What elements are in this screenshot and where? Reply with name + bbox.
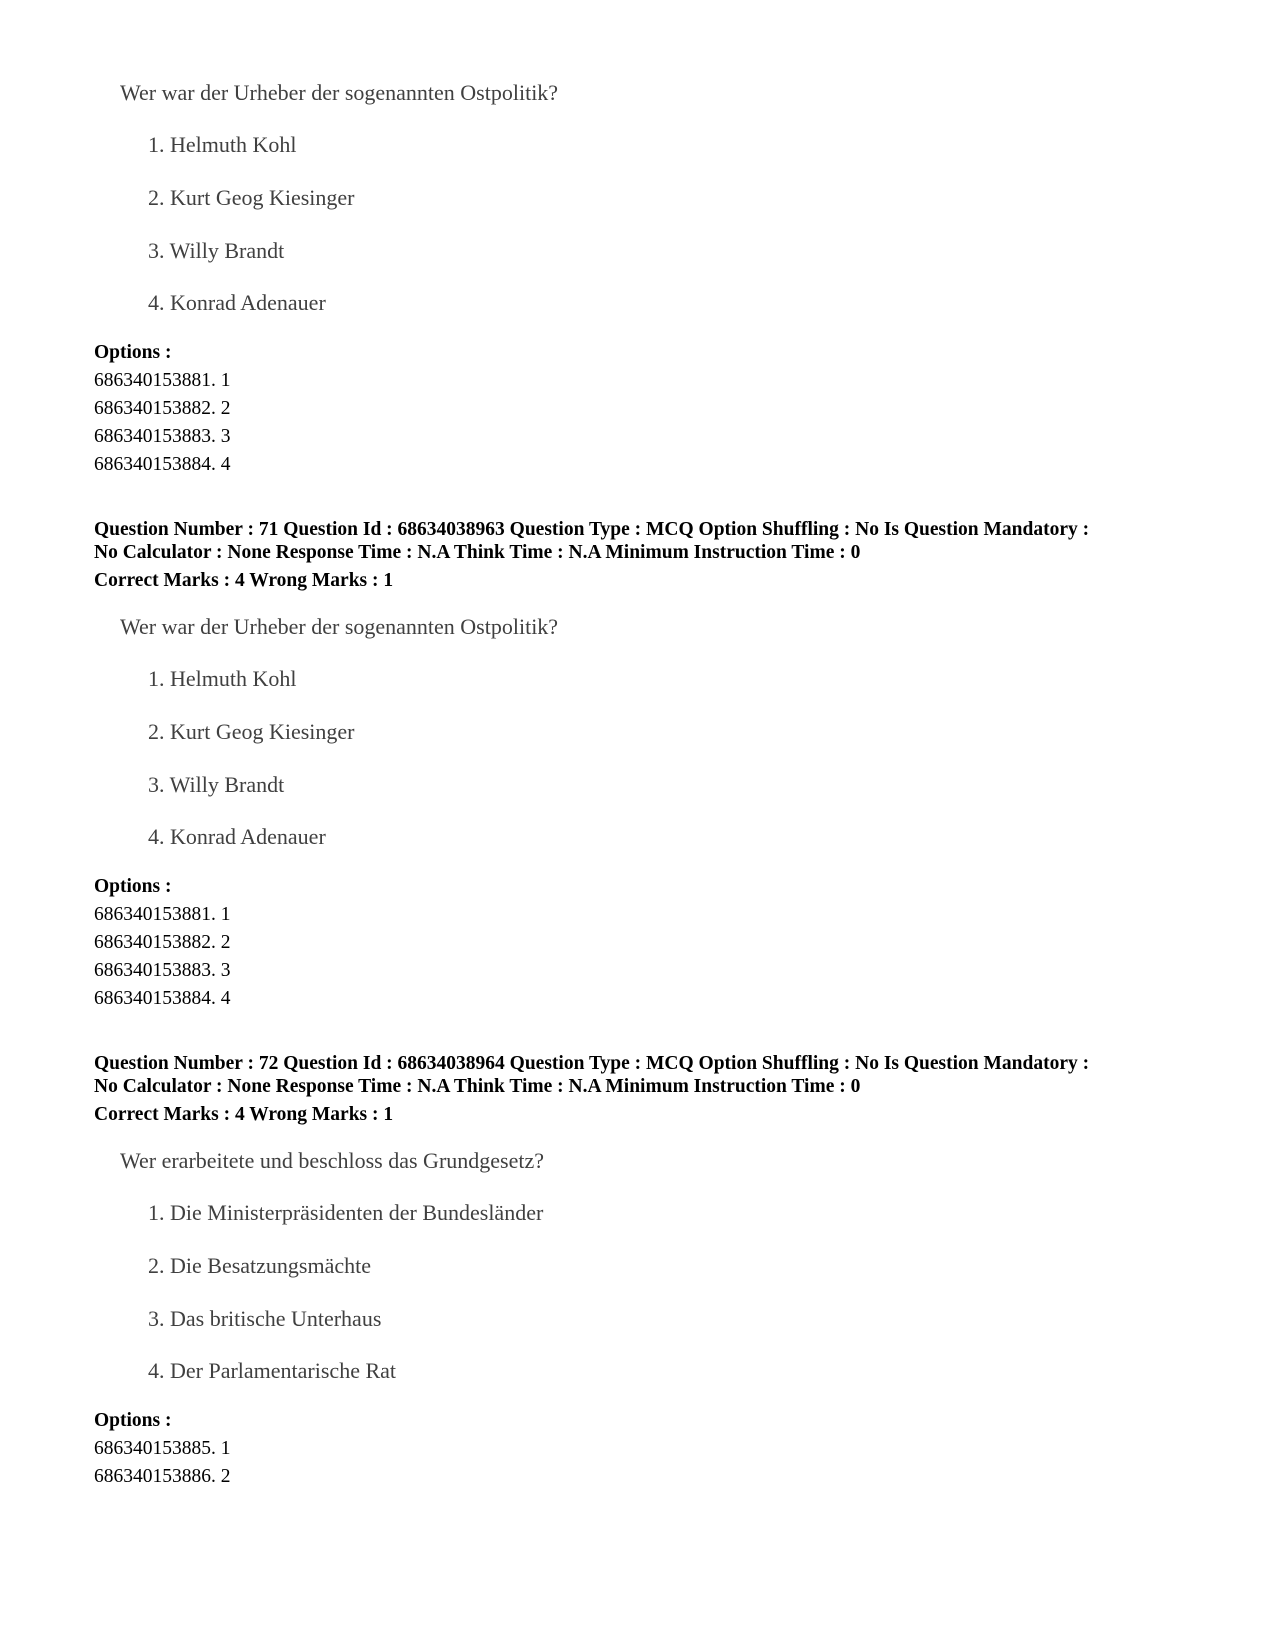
question-meta-line-2: No Calculator : None Response Time : N.A Think Time : N.A Minimum Instruction Time : 0 (94, 1076, 861, 1097)
option-id-line: 686340153883. 3 (94, 960, 231, 981)
option-id-line: 686340153884. 4 (94, 988, 231, 1009)
answer-choice-2: 2. Kurt Geog Kiesinger (148, 185, 355, 210)
question-text: Wer war der Urheber der sogenannten Ostpolitik? (120, 614, 559, 639)
option-id-line: 686340153883. 3 (94, 426, 231, 447)
option-id-line: 686340153886. 2 (94, 1466, 231, 1487)
question-marks: Correct Marks : 4 Wrong Marks : 1 (94, 570, 394, 591)
answer-choice-3: 3. Willy Brandt (148, 238, 285, 263)
option-id-line: 686340153882. 2 (94, 398, 231, 419)
option-id-line: 686340153881. 1 (94, 904, 231, 925)
question-meta-line-1: Question Number : 72 Question Id : 68634038964 Question Type : MCQ Option Shuffling : No Is Question Mandatory : (94, 1053, 1090, 1074)
answer-choice-4: 4. Der Parlamentarische Rat (148, 1358, 397, 1383)
question-meta-line-2: No Calculator : None Response Time : N.A Think Time : N.A Minimum Instruction Time : 0 (94, 542, 861, 563)
answer-choice-3: 3. Willy Brandt (148, 772, 285, 797)
question-marks: Correct Marks : 4 Wrong Marks : 1 (94, 1104, 394, 1125)
answer-choice-1: 1. Helmuth Kohl (148, 132, 297, 157)
answer-choice-3: 3. Das britische Unterhaus (148, 1306, 382, 1331)
answer-choice-4: 4. Konrad Adenauer (148, 290, 326, 315)
answer-choice-1: 1. Die Ministerpräsidenten der Bundesländer (148, 1200, 544, 1225)
option-id-line: 686340153881. 1 (94, 370, 231, 391)
answer-choice-4: 4. Konrad Adenauer (148, 824, 326, 849)
options-label: Options : (94, 1410, 172, 1431)
answer-choice-1: 1. Helmuth Kohl (148, 666, 297, 691)
option-id-line: 686340153885. 1 (94, 1438, 231, 1459)
options-label: Options : (94, 876, 172, 897)
question-meta-line-1: Question Number : 71 Question Id : 68634038963 Question Type : MCQ Option Shuffling : No Is Question Mandatory : (94, 519, 1090, 540)
answer-choice-2: 2. Die Besatzungsmächte (148, 1253, 371, 1278)
option-id-line: 686340153882. 2 (94, 932, 231, 953)
options-label: Options : (94, 342, 172, 363)
option-id-line: 686340153884. 4 (94, 454, 231, 475)
question-text: Wer war der Urheber der sogenannten Ostpolitik? (120, 80, 559, 105)
answer-choice-2: 2. Kurt Geog Kiesinger (148, 719, 355, 744)
question-text: Wer erarbeitete und beschloss das Grundgesetz? (120, 1148, 545, 1173)
